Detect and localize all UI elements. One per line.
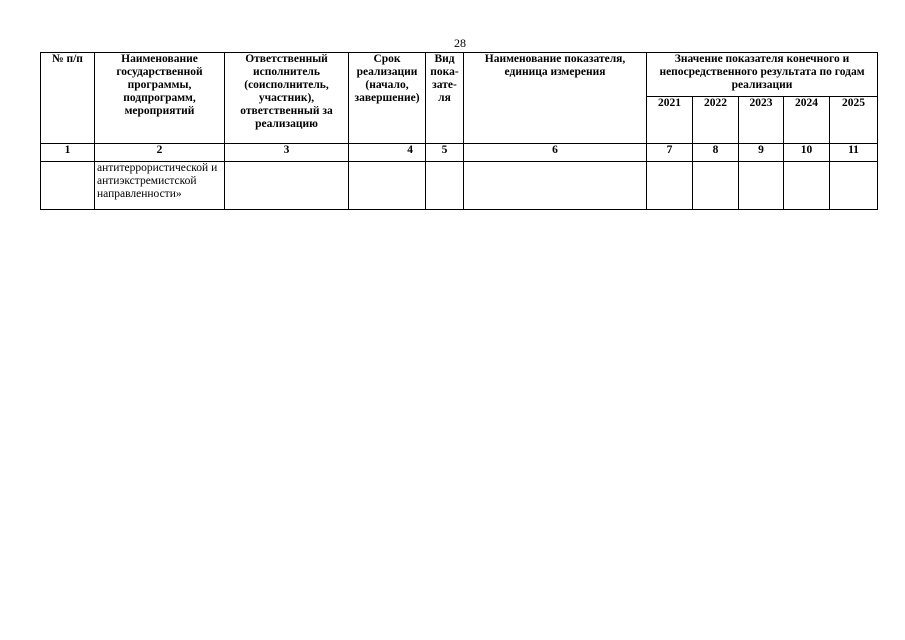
row-value [739,162,784,210]
column-number: 10 [784,144,830,162]
column-number: 2 [95,144,225,162]
column-number: 4 [349,144,426,162]
column-number: 11 [830,144,878,162]
header-indicator-name: Наименование показателя, единица измерения [464,53,647,144]
column-numbers-row [41,144,878,162]
header-program-name: Наименование государственной программы, подпрограмм, мероприятий [95,53,225,144]
row-value [647,162,693,210]
header-values-group: Значение показателя конечного и непосредственного результата по годам реализации [647,53,878,97]
column-number: 1 [41,144,95,162]
row-program-name: антитеррористической и антиэкстремистской направленности» [95,162,225,210]
header-year: 2021 [647,97,693,144]
program-table [40,52,878,210]
row-executor [225,162,349,210]
row-period [349,162,426,210]
header-year: 2025 [830,97,878,144]
header-period: Срок реализации (начало, завершение) [349,53,426,144]
header-executor: Ответственный исполнитель (соисполнитель, участник), ответственный за реализацию [225,53,349,144]
row-indicator-name [464,162,647,210]
header-year: 2024 [784,97,830,144]
column-number: 3 [225,144,349,162]
table-row [41,162,878,210]
row-value [784,162,830,210]
column-number: 9 [739,144,784,162]
column-number: 5 [426,144,464,162]
row-number [41,162,95,210]
column-number: 7 [647,144,693,162]
row-value [830,162,878,210]
row-indicator-type [426,162,464,210]
row-value [693,162,739,210]
page-number: 28 [454,36,466,50]
header-number: № п/п [41,53,95,144]
header-year: 2023 [739,97,784,144]
header-indicator-type: Вид пока-зате-ля [426,53,464,144]
header-year: 2022 [693,97,739,144]
column-number: 8 [693,144,739,162]
column-number: 6 [464,144,647,162]
